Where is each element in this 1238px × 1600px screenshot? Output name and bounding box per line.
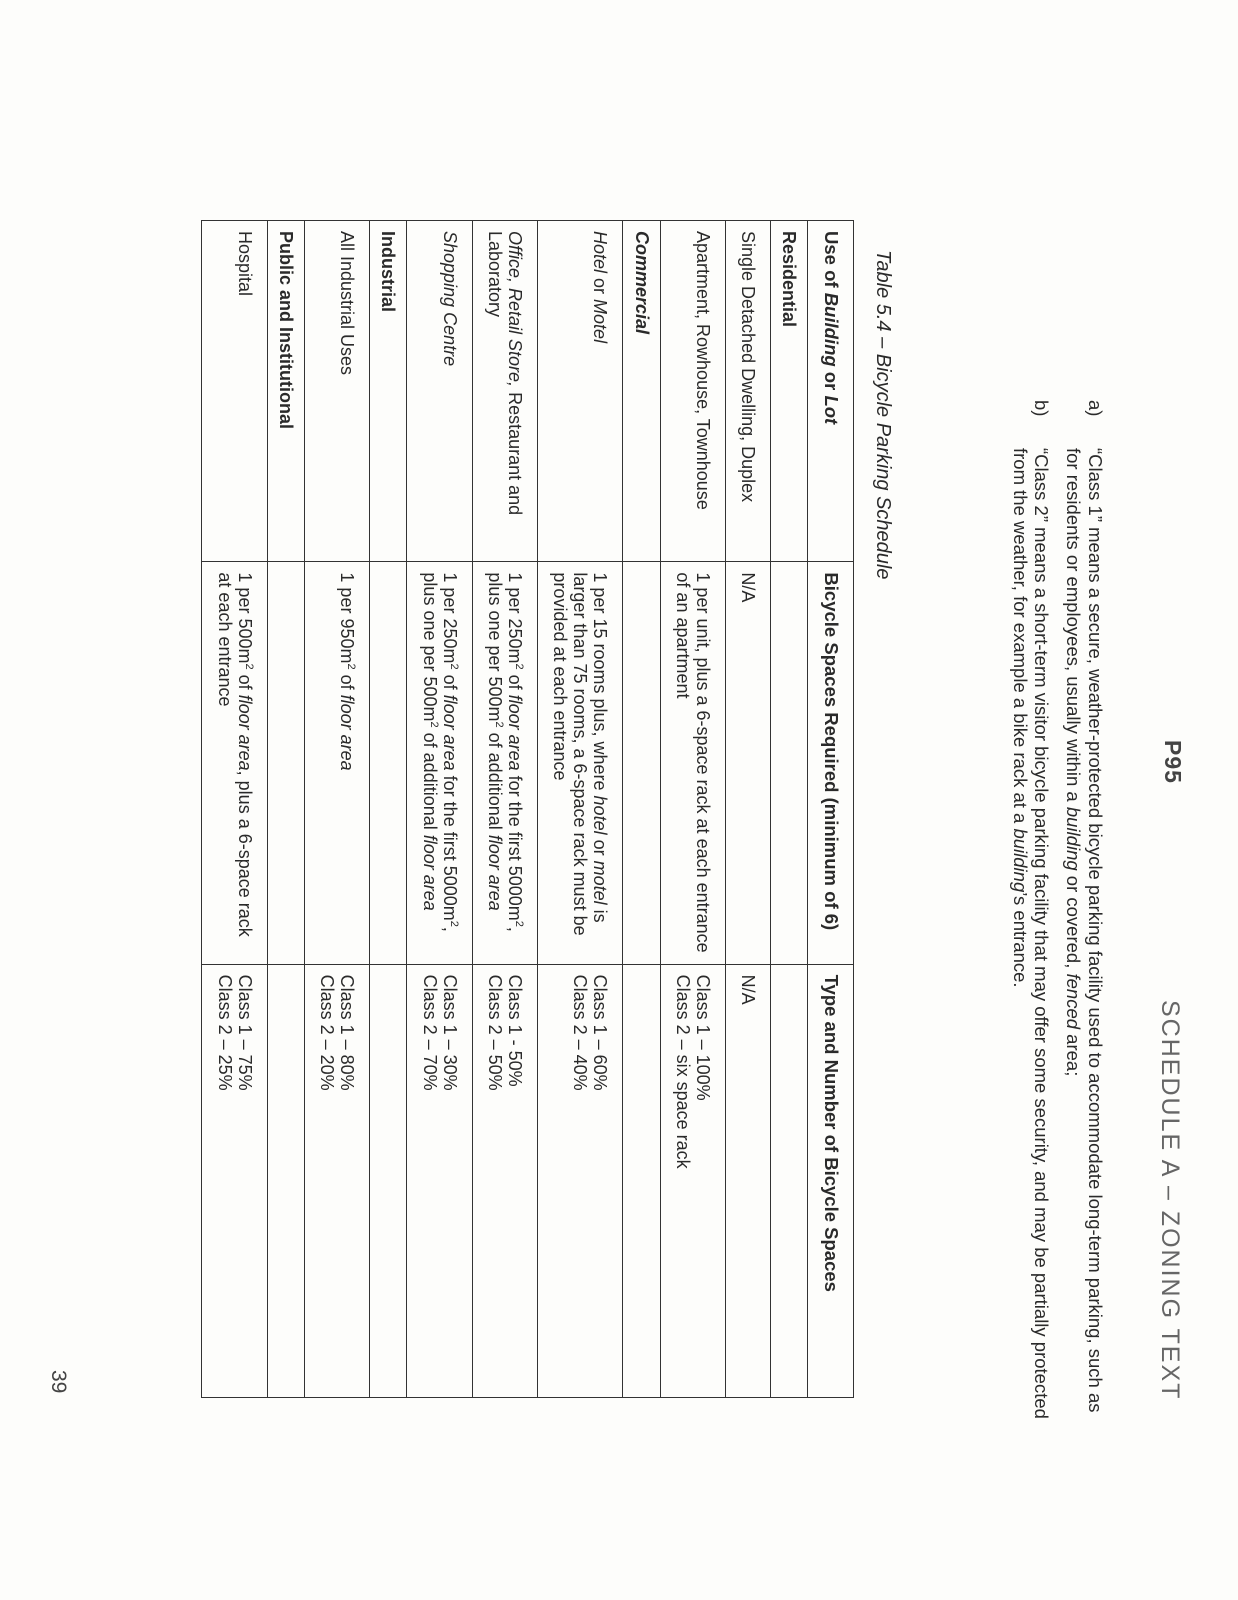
- definition-item: [1009, 400, 1053, 1420]
- section-label: Public and Institutional: [267, 221, 304, 562]
- table-row: [202, 221, 267, 1398]
- text-span: Restaurant and Laboratory: [484, 231, 526, 516]
- definition-text: [1062, 448, 1106, 1420]
- empty-cell: [370, 562, 407, 964]
- use-cell: [472, 221, 537, 562]
- text-span: ’s entrance.: [1009, 892, 1031, 988]
- text-span: Use of: [821, 231, 842, 293]
- italic-term: motel: [590, 860, 611, 905]
- empty-cell: [623, 964, 660, 1397]
- superscript: 2: [345, 663, 358, 670]
- text-span: of: [505, 669, 526, 695]
- list-marker: a): [1085, 400, 1106, 417]
- text-span: “Class 2” means a short-term visitor bicycle parking facility that may offer some security, and may be partially protected from the weather, for example a bike rack at a: [1009, 448, 1053, 1419]
- text-span: 1 per 15 rooms plus, where: [590, 572, 611, 796]
- type-cell: [304, 964, 369, 1397]
- italic-term: building: [1009, 828, 1031, 893]
- superscript: 2: [513, 920, 526, 927]
- section-row: [623, 221, 660, 1398]
- list-marker: b): [1031, 400, 1053, 417]
- text-span: or: [821, 366, 842, 396]
- text-span: or: [590, 273, 611, 300]
- use-cell: Single Detached Dwelling, Duplex: [725, 221, 770, 562]
- text-span: for the first 5000m: [505, 770, 526, 921]
- header-required: Bicycle Spaces Required (minimum of 6): [808, 562, 854, 964]
- table-row: [407, 221, 472, 1398]
- header-type: Type and Number of Bicycle Spaces: [808, 964, 854, 1397]
- italic-term: floor area: [337, 694, 358, 771]
- text-span: of additional: [419, 727, 440, 835]
- text-span: area;: [1063, 1029, 1085, 1077]
- text-span: , plus one per 500m: [419, 572, 460, 932]
- section-label: [623, 221, 660, 562]
- italic-term: floor area: [505, 694, 526, 771]
- definition-text: [1009, 448, 1053, 1420]
- page-number: 39: [47, 1370, 70, 1394]
- use-cell: [538, 221, 623, 562]
- text-span: is larger than 75 rooms, a 6-space rack must be provided at each entrance: [550, 572, 611, 936]
- superscript: 2: [513, 663, 526, 670]
- italic-term: floor area: [439, 694, 460, 771]
- text-span: or: [590, 834, 611, 861]
- italic-term: floor area: [484, 834, 505, 911]
- text-span: of: [439, 669, 460, 695]
- text-span: 1 per 250m: [505, 572, 526, 664]
- bicycle-parking-table: [201, 220, 854, 1398]
- text-span: of: [234, 669, 255, 695]
- empty-cell: [267, 562, 304, 964]
- italic-term: building: [1063, 806, 1085, 871]
- class-line: Class 2 – 70%: [419, 974, 440, 1091]
- class-line: Class 2 – 20%: [317, 974, 338, 1091]
- italic-term: Motel: [590, 299, 611, 344]
- italic-term: Shopping Centre: [439, 231, 460, 367]
- empty-cell: [623, 562, 660, 964]
- superscript: 2: [447, 663, 460, 670]
- type-cell: [472, 964, 537, 1397]
- table-row: [538, 221, 623, 1398]
- definitions-list: [999, 400, 1106, 1420]
- italic-term: hotel: [590, 795, 611, 835]
- class-line: Class 1 – 30%: [439, 974, 460, 1091]
- definition-item: [1062, 400, 1106, 1420]
- text-span: , plus a 6-space rack at each entrance: [214, 572, 255, 937]
- use-cell: All Industrial Uses: [304, 221, 369, 562]
- text-span: of: [337, 669, 358, 695]
- required-cell: [472, 562, 537, 964]
- required-cell: N/A: [725, 562, 770, 964]
- table-row: [660, 221, 725, 1398]
- use-cell: Hospital: [202, 221, 267, 562]
- text-span: 1 per 950m: [337, 572, 358, 664]
- table-caption: Table 5.4 – Bicycle Parking Schedule: [872, 250, 894, 580]
- section-label: Residential: [771, 221, 808, 562]
- use-cell: Apartment, Rowhouse, Townhouse: [660, 221, 725, 562]
- class-line: Class 2 – six space rack: [672, 974, 693, 1169]
- type-cell: [407, 964, 472, 1397]
- superscript: 2: [492, 721, 505, 728]
- required-cell: [538, 562, 623, 964]
- class-line: Class 1 – 60%: [590, 974, 611, 1091]
- italic-term: Building: [821, 292, 842, 367]
- type-cell: [202, 964, 267, 1397]
- use-cell: [407, 221, 472, 562]
- required-cell: [304, 562, 369, 964]
- class-line: Class 1 – 80%: [337, 974, 358, 1091]
- required-cell: 1 per unit, plus a 6-space rack at each entrance of an apartment: [660, 562, 725, 964]
- superscript: 2: [427, 721, 440, 728]
- page-code: P95: [1160, 740, 1186, 784]
- table-row: [304, 221, 369, 1398]
- text-span: for the first 5000m: [439, 770, 460, 921]
- class-line: Class 2 – 25%: [214, 974, 235, 1091]
- italic-term: Lot: [821, 395, 842, 425]
- section-row: [370, 221, 407, 1398]
- italic-term: floor area: [234, 694, 255, 771]
- superscript: 2: [242, 663, 255, 670]
- empty-cell: [267, 964, 304, 1397]
- class-line: Class 1 - 50%: [505, 974, 526, 1087]
- class-line: Class 1 – 75%: [234, 974, 255, 1091]
- italic-term: floor area: [419, 834, 440, 911]
- empty-cell: [370, 964, 407, 1397]
- type-cell: [660, 964, 725, 1397]
- empty-cell: [771, 964, 808, 1397]
- type-cell: N/A: [725, 964, 770, 1397]
- text-span: 1 per 500m: [234, 572, 255, 664]
- text-span: or covered,: [1063, 870, 1085, 974]
- type-cell: [538, 964, 623, 1397]
- italic-term: Office, Retail Store,: [505, 231, 526, 388]
- section-row: [771, 221, 808, 1398]
- section-label: Industrial: [370, 221, 407, 562]
- table-header-row: [808, 221, 854, 1398]
- empty-cell: [771, 562, 808, 964]
- required-cell: [407, 562, 472, 964]
- italic-term: fenced: [1063, 973, 1085, 1030]
- italic-term: Hotel: [590, 231, 611, 274]
- text-span: “Class 1” means a secure, weather-protected bicycle parking facility used to accommodate long-term parking, such as for residents or employees, usually within a: [1063, 448, 1106, 1413]
- required-cell: [202, 562, 267, 964]
- text-span: , plus one per 500m: [484, 572, 526, 932]
- section-label-text: Commercial: [631, 231, 652, 335]
- header-use: [808, 221, 854, 562]
- class-line: Class 2 – 50%: [484, 974, 505, 1091]
- text-span: 1 per 250m: [439, 572, 460, 664]
- text-span: of additional: [484, 727, 505, 835]
- table-row: [725, 221, 770, 1398]
- class-line: Class 2 – 40%: [570, 974, 591, 1091]
- schedule-title: SCHEDULE A – ZONING TEXT: [1156, 1000, 1184, 1401]
- superscript: 2: [447, 920, 460, 927]
- section-row: [267, 221, 304, 1398]
- table-row: [472, 221, 537, 1398]
- class-line: Class 1 – 100%: [692, 974, 713, 1101]
